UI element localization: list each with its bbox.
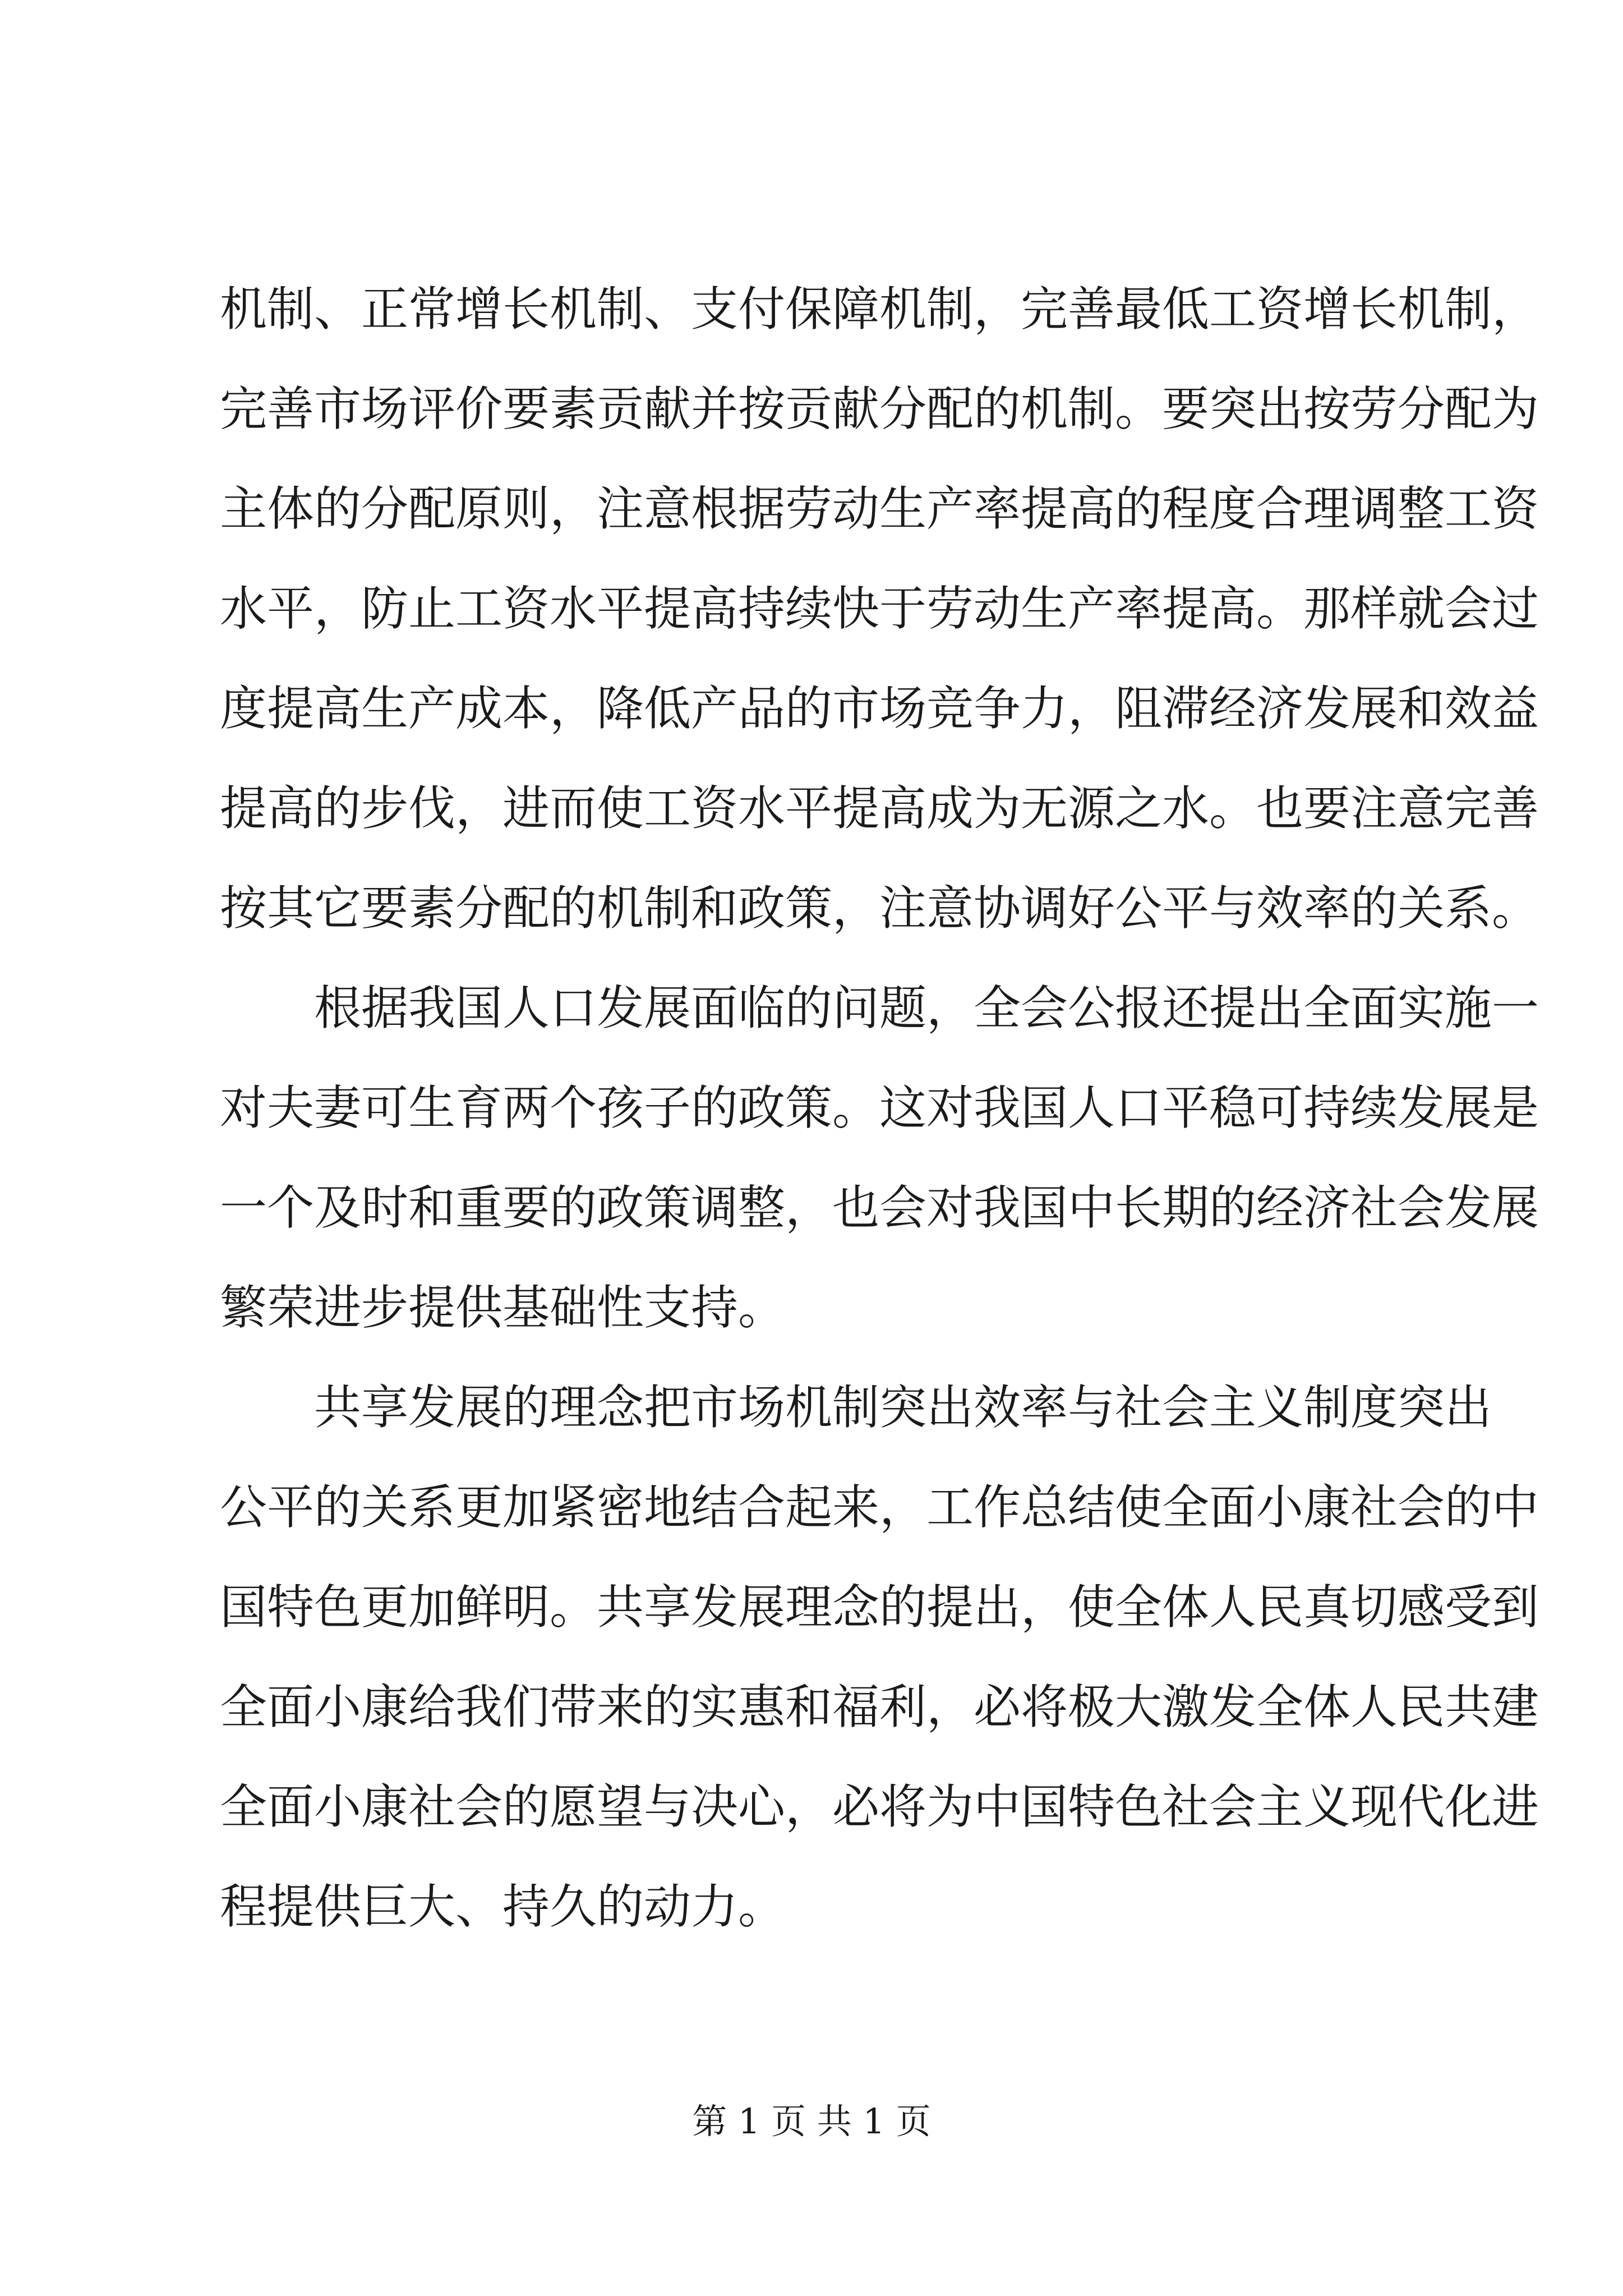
paragraph-line: 共享发展的理念把市场机制突出效率与社会主义制度突出: [314, 1380, 1492, 1435]
paragraph-line: 完善市场评价要素贡献并按贡献分配的机制。要突出按劳分配为: [220, 381, 1539, 436]
paragraph-line: 国特色更加鲜明。共享发展理念的提出，使全体人民真切感受到: [220, 1580, 1539, 1635]
paragraph-line: 繁荣进步提供基础性支持。: [220, 1280, 786, 1335]
paragraph-line: 主体的分配原则，注意根据劳动生产率提高的程度合理调整工资: [220, 481, 1539, 536]
page-number-footer: 第 1 页 共 1 页: [692, 2101, 931, 2142]
paragraph-line: 根据我国人口发展面临的问题，全会公报还提出全面实施一: [314, 981, 1539, 1036]
paragraph-line: 提高的步伐，进而使工资水平提高成为无源之水。也要注意完善: [220, 781, 1539, 836]
paragraph-line: 一个及时和重要的政策调整，也会对我国中长期的经济社会发展: [220, 1180, 1539, 1235]
paragraph-2: [220, 958, 1539, 1358]
paragraph-line: 公平的关系更加紧密地结合起来，工作总结使全面小康社会的中: [220, 1480, 1539, 1535]
paragraph-line: 全面小康社会的愿望与决心，必将为中国特色社会主义现代化进: [220, 1779, 1539, 1834]
paragraph-line: 程提供巨大、持久的动力。: [220, 1879, 786, 1934]
paragraph-line: 水平，防止工资水平提高持续快于劳动生产率提高。那样就会过: [220, 581, 1539, 636]
paragraph-line: 按其它要素分配的机制和政策，注意协调好公平与效率的关系。: [220, 881, 1539, 936]
paragraph-1: [220, 259, 1539, 958]
paragraph-line: 对夫妻可生育两个孩子的政策。这对我国人口平稳可持续发展是: [220, 1080, 1539, 1135]
document-body: [220, 259, 1539, 1957]
paragraph-line: 全面小康给我们带来的实惠和福利，必将极大激发全体人民共建: [220, 1680, 1539, 1734]
paragraph-line: 机制、正常增长机制、支付保障机制，完善最低工资增长机制，: [220, 282, 1539, 337]
paragraph-3: [220, 1358, 1539, 1957]
paragraph-line: 度提高生产成本，降低产品的市场竞争力，阻滞经济发展和效益: [220, 681, 1539, 736]
